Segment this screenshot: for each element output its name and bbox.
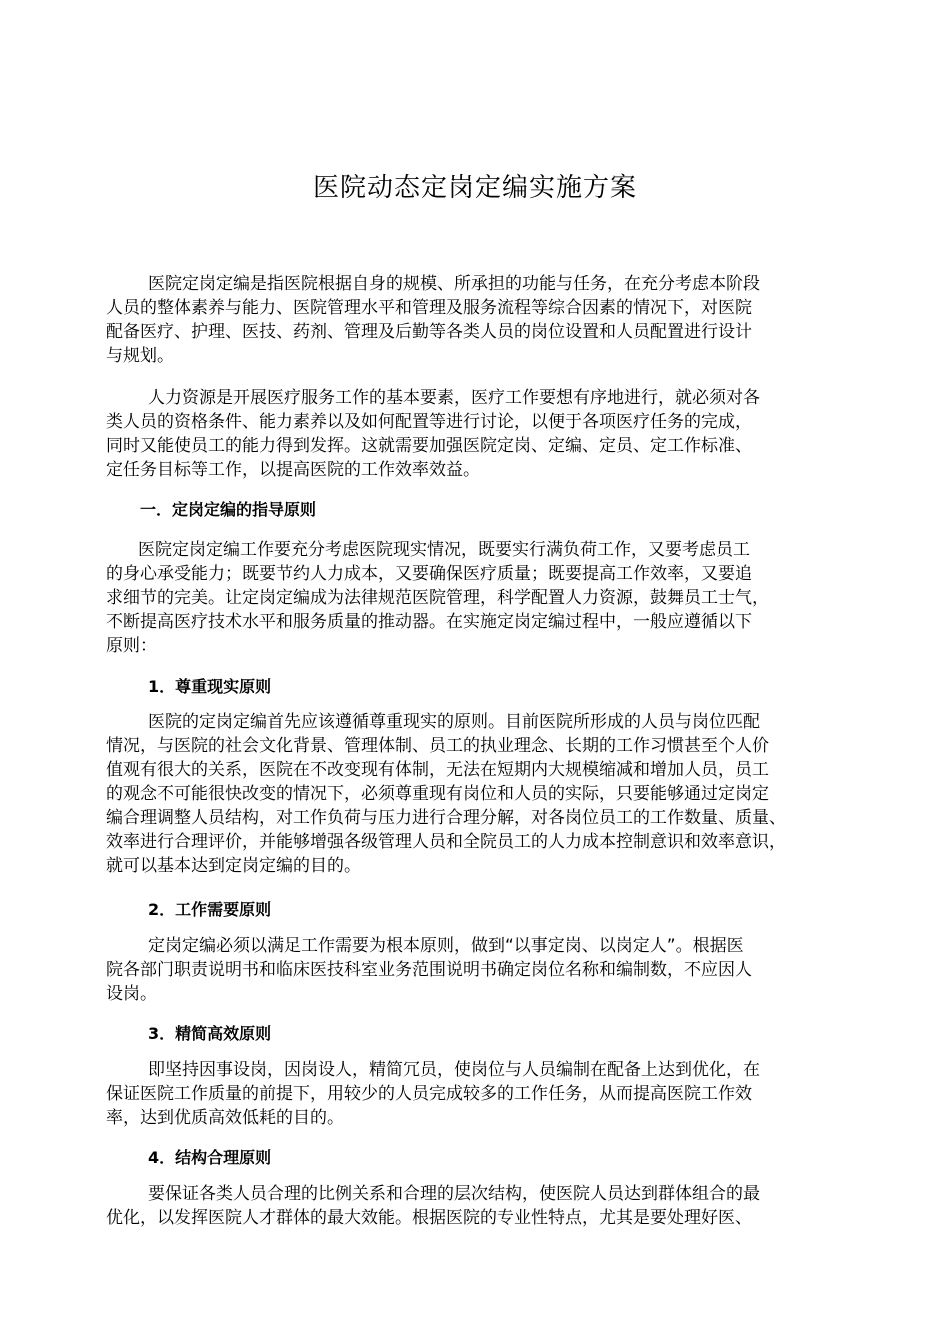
intro-paragraph-2 bbox=[106, 386, 846, 482]
section-heading: 一．定岗定编的指导原则 bbox=[140, 500, 317, 519]
principle-heading: 2．工作需要原则 bbox=[148, 900, 272, 919]
paragraph-line: 定任务目标等工作，以提高医院的工作效率效益。 bbox=[106, 460, 480, 480]
paragraph-line: 情况，与医院的社会文化背景、管理体制、员工的执业理念、长期的工作习惯甚至个人价 bbox=[106, 736, 769, 756]
document-title: 医院动态定岗定编实施方案 bbox=[312, 173, 637, 203]
paragraph-line: 优化，以发挥医院人才群体的最大效能。根据医院的专业性特点，尤其是要处理好医、 bbox=[106, 1208, 752, 1228]
principle-heading: 3．精简高效原则 bbox=[148, 1024, 272, 1043]
paragraph-line: 原则： bbox=[106, 636, 157, 656]
principle-heading: 1．尊重现实原则 bbox=[148, 677, 272, 696]
paragraph-line: 要保证各类人员合理的比例关系和合理的层次结构，使医院人员达到群体组合的最 bbox=[148, 1184, 760, 1204]
paragraph-line: 编合理调整人员结构，对工作负荷与压力进行合理分解，对各岗位员工的工作数量、质量、 bbox=[106, 808, 786, 828]
principle-paragraph bbox=[106, 1182, 846, 1230]
paragraph-line: 类人员的资格条件、能力素养以及如何配置等进行讨论，以便于各项医疗任务的完成， bbox=[106, 412, 752, 432]
principle-paragraph bbox=[106, 710, 846, 878]
paragraph-line: 医院定岗定编工作要充分考虑医院现实情况，既要实行满负荷工作，又要考虑员工 bbox=[138, 540, 750, 560]
principle-paragraph bbox=[106, 934, 846, 1006]
paragraph-line: 的身心承受能力；既要节约人力成本，又要确保医疗质量；既要提高工作效率，又要追 bbox=[106, 564, 752, 584]
principle-paragraph bbox=[106, 1058, 846, 1130]
paragraph-line: 院各部门职责说明书和临床医技科室业务范围说明书确定岗位名称和编制数，不应因人 bbox=[106, 960, 752, 980]
paragraph-line: 值观有很大的关系，医院在不改变现有体制，无法在短期内大规模缩减和增加人员，员工 bbox=[106, 760, 769, 780]
paragraph-line: 配备医疗、护理、医技、药剂、管理及后勤等各类人员的岗位设置和人员配置进行设计 bbox=[106, 322, 752, 342]
paragraph-line: 就可以基本达到定岗定编的目的。 bbox=[106, 856, 361, 876]
paragraph-line: 人员的整体素养与能力、医院管理水平和管理及服务流程等综合因素的情况下，对医院 bbox=[106, 298, 752, 318]
paragraph-line: 与规划。 bbox=[106, 346, 174, 366]
paragraph-line: 人力资源是开展医疗服务工作的基本要素，医疗工作要想有序地进行，就必须对各 bbox=[148, 388, 760, 408]
paragraph-line: 率，达到优质高效低耗的目的。 bbox=[106, 1108, 344, 1128]
paragraph-line: 保证医院工作质量的前提下，用较少的人员完成较多的工作任务，从而提高医院工作效 bbox=[106, 1084, 752, 1104]
paragraph-line: 效率进行合理评价，并能够增强各级管理人员和全院员工的人力成本控制意识和效率意识， bbox=[106, 832, 786, 852]
paragraph-line: 医院的定岗定编首先应该遵循尊重现实的原则。目前医院所形成的人员与岗位匹配 bbox=[148, 712, 760, 732]
intro-paragraph-1 bbox=[106, 272, 846, 368]
paragraph-line: 即坚持因事设岗，因岗设人，精简冗员，使岗位与人员编制在配备上达到优化，在 bbox=[148, 1060, 760, 1080]
paragraph-line: 同时又能使员工的能力得到发挥。这就需要加强医院定岗、定编、定员、定工作标准、 bbox=[106, 436, 752, 456]
paragraph-line: 医院定岗定编是指医院根据自身的规模、所承担的功能与任务，在充分考虑本阶段 bbox=[148, 274, 760, 294]
section-paragraph bbox=[106, 538, 846, 658]
paragraph-line: 求细节的完美。让定岗定编成为法律规范医院管理，科学配置人力资源，鼓舞员工士气， bbox=[106, 588, 769, 608]
paragraph-line: 的观念不可能很快改变的情况下，必须尊重现有岗位和人员的实际，只要能够通过定岗定 bbox=[106, 784, 769, 804]
paragraph-line: 不断提高医疗技术水平和服务质量的推动器。在实施定岗定编过程中，一般应遵循以下 bbox=[106, 612, 752, 632]
paragraph-line: 定岗定编必须以满足工作需要为根本原则，做到“以事定岗、以岗定人”。根据医 bbox=[148, 936, 744, 956]
paragraph-line: 设岗。 bbox=[106, 984, 157, 1004]
principle-heading: 4．结构合理原则 bbox=[148, 1148, 272, 1167]
